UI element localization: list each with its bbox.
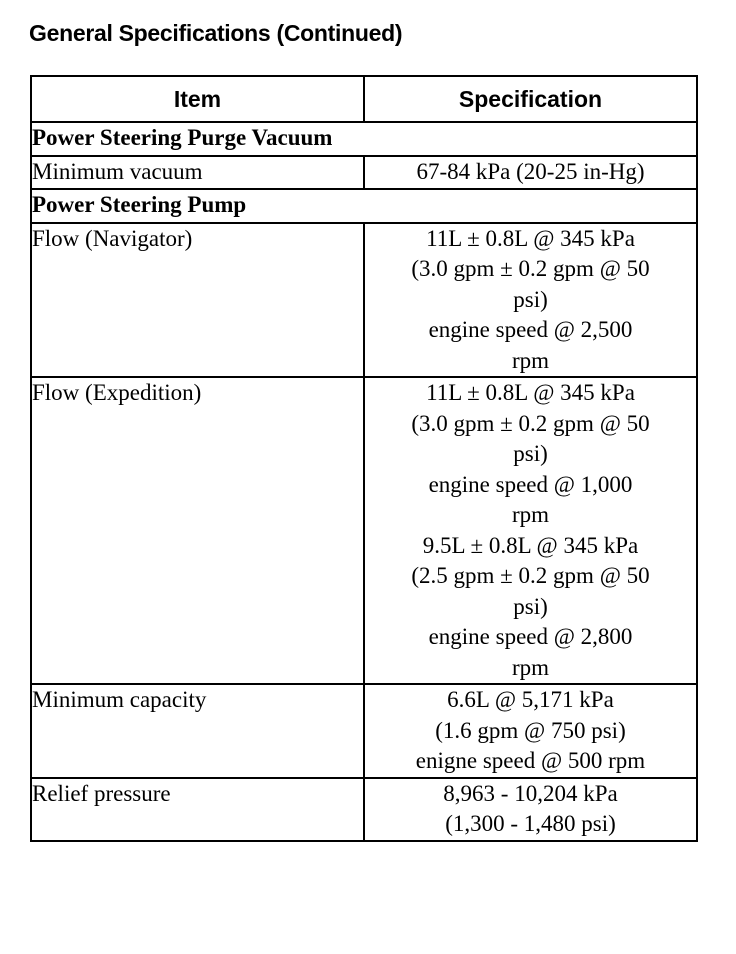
table-body — [31, 122, 697, 841]
section-row — [31, 189, 697, 223]
specification-line: (2.5 gpm ± 0.2 gpm @ 50 — [411, 563, 650, 588]
specification-line: 67-84 kPa (20-25 in-Hg) — [416, 159, 645, 184]
header-row — [31, 76, 697, 122]
item-cell: Minimum capacity — [31, 684, 364, 778]
table-row — [31, 156, 697, 189]
section-heading: Power Steering Pump — [31, 189, 697, 223]
column-header-item: Item — [31, 76, 364, 122]
table-row — [31, 684, 697, 778]
specification-line: rpm — [511, 347, 550, 373]
specifications-table — [30, 75, 698, 842]
specification-line: 11L ± 0.8L @ 345 kPa — [426, 380, 635, 405]
specification-line: psi) — [513, 441, 548, 466]
specification-line: psi) — [513, 286, 548, 312]
specification-line: 11L ± 0.8L @ 345 kPa — [426, 225, 635, 251]
section-row — [31, 122, 697, 156]
specification-line: engine speed @ 2,800 — [428, 624, 633, 649]
specification-cell — [364, 684, 697, 778]
column-header-specification: Specification — [364, 76, 697, 122]
item-cell: Minimum vacuum — [31, 156, 364, 189]
item-cell: Flow (Expedition) — [31, 377, 364, 684]
item-cell: Flow (Navigator) — [31, 223, 364, 378]
specification-line: 9.5L ± 0.8L @ 345 kPa — [422, 532, 639, 558]
specification-line: 8,963 - 10,204 kPa — [443, 780, 618, 806]
section-heading: Power Steering Purge Vacuum — [31, 122, 697, 156]
specification-line: engine speed @ 1,000 — [428, 471, 633, 497]
specification-line: enigne speed @ 500 rpm — [415, 748, 646, 773]
specification-line: (3.0 gpm ± 0.2 gpm @ 50 — [411, 410, 650, 436]
specification-cell — [364, 223, 697, 378]
specification-line: (3.0 gpm ± 0.2 gpm @ 50 — [411, 256, 650, 281]
table-row — [31, 223, 697, 378]
specification-line: psi) — [513, 593, 548, 619]
specification-line: engine speed @ 2,500 — [428, 317, 633, 342]
specification-line: rpm — [511, 654, 550, 680]
specification-line: rpm — [511, 502, 550, 527]
specification-cell — [364, 778, 697, 841]
specification-line: 6.6L @ 5,171 kPa — [447, 687, 614, 712]
table-row — [31, 377, 697, 684]
page-title: General Specifications (Continued) — [29, 20, 403, 46]
specification-cell — [364, 377, 697, 684]
table-header — [31, 76, 697, 122]
specification-line: (1,300 - 1,480 psi) — [445, 811, 616, 836]
table-row — [31, 778, 697, 841]
specification-cell — [364, 156, 697, 189]
item-cell: Relief pressure — [31, 778, 364, 841]
specification-line: (1.6 gpm @ 750 psi) — [435, 717, 626, 743]
